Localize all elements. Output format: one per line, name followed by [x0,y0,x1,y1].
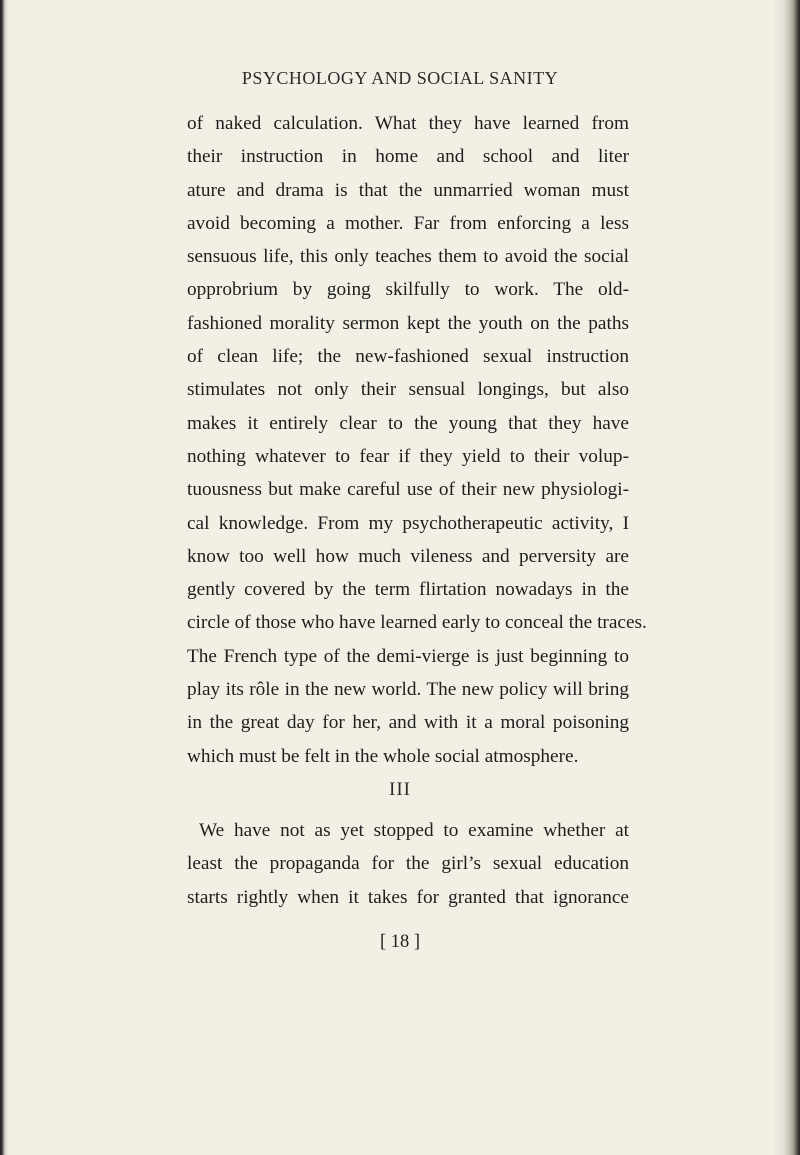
text-line: nothing whatever to fear if they yield to their volup- [187,445,629,467]
text-line: stimulates not only their sensual longings, but also [187,379,629,401]
text-line: The French type of the demi-vierge is just beginning to [187,645,629,667]
text-line: their instruction in home and school and liter [187,146,629,168]
paragraph-2 [187,814,629,914]
text-line: ature and drama is that the unmarried woman must [187,179,629,201]
text-line: know too well how much vileness and perversity are [187,545,629,567]
text-line: fashioned morality sermon kept the youth on the paths [187,312,629,334]
running-head: PSYCHOLOGY AND SOCIAL SANITY [241,68,559,88]
text-line: in the great day for her, and with it a moral poisoning [187,712,629,734]
page-number: [ 18 ] [379,932,421,952]
text-line: of clean life; the new-fashioned sexual instruction [187,346,629,368]
text-line: which must be felt in the whole social atmosphere. [187,745,579,767]
text-line: play its rôle in the new world. The new policy will bring [187,679,629,701]
text-line: least the propaganda for the girl’s sexual education [187,853,629,875]
text-line: tuousness but make careful use of their new physiologi- [187,479,629,501]
section-heading: III [389,779,411,800]
text-line: circle of those who have learned early to conceal the traces. [187,612,647,634]
text-line: cal knowledge. From my psychotherapeutic activity, I [187,512,629,534]
page-edge [782,0,800,1155]
page-gutter-shadow [0,0,8,1155]
text-line: sensuous life, this only teaches them to avoid the social [187,246,629,268]
text-line: of naked calculation. What they have learned from [187,113,629,134]
page-edge-shade [772,0,782,1155]
text-line: gently covered by the term flirtation nowadays in the [187,579,629,601]
text-line: We have not as yet stopped to examine whether at [199,820,629,841]
text-line: opprobrium by going skilfully to work. The old- [187,279,629,301]
text-line: makes it entirely clear to the young that they have [187,412,629,434]
text-line: avoid becoming a mother. Far from enforcing a less [187,212,629,234]
text-line: starts rightly when it takes for granted that ignorance [187,886,629,908]
paragraph-1 [187,107,647,773]
